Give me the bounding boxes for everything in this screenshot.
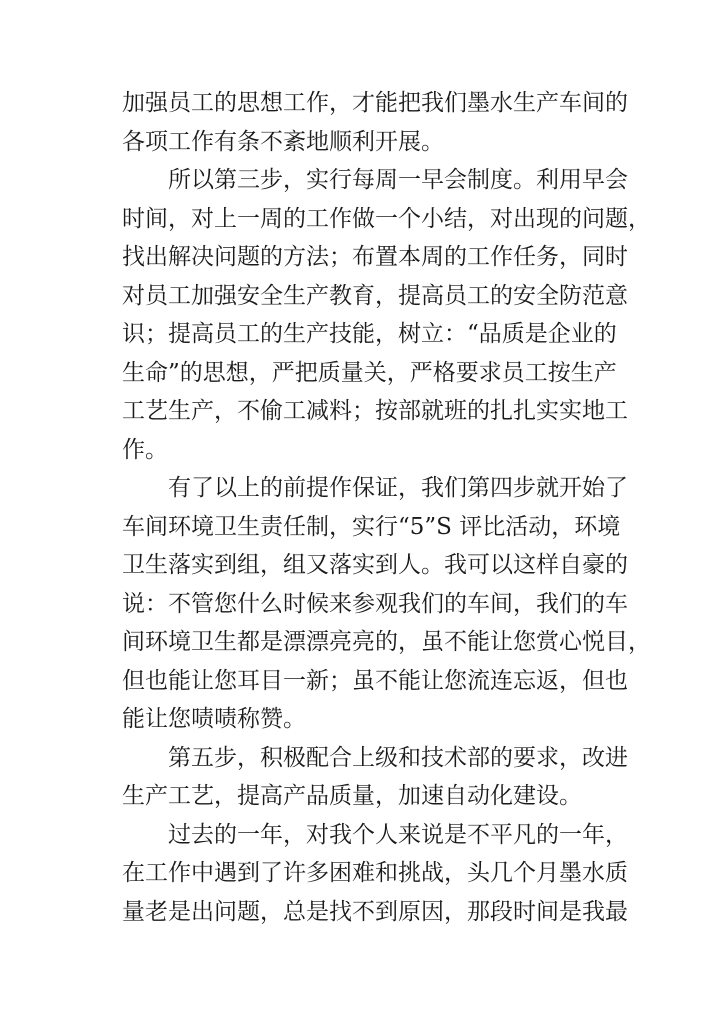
text-line: 时间，对上一周的工作做一个小结，对出现的问题， [122, 205, 651, 232]
paragraph [122, 469, 651, 739]
text-line: 能让您啧啧称赞。 [122, 706, 306, 732]
text-line: 对员工加强安全生产教育，提高员工的安全防范意 [122, 282, 628, 309]
text-line: 生命”的思想，严把质量关，严格要求员工按生产 [122, 359, 617, 386]
text-line: 量老是出问题，总是找不到原因，那段时间是我最 [122, 898, 628, 925]
text-line: 车间环境卫生责任制，实行“5”S 评比活动，环境 [122, 513, 621, 540]
text-line: 说：不管您什么时候来参观我们的车间，我们的车 [122, 590, 628, 617]
text-line: 所以第三步，实行每周一早会制度。利用早会 [168, 167, 628, 193]
text-line: 生产工艺，提高产品质量，加速自动化建设。 [122, 783, 582, 809]
text-line: 第五步，积极配合上级和技术部的要求，改进 [168, 744, 628, 771]
paragraph [122, 161, 651, 469]
paragraph [122, 84, 628, 161]
text-line: 识；提高员工的生产技能，树立：“品质是企业的 [122, 321, 617, 347]
text-line: 在工作中遇到了许多困难和挑战，头几个月墨水质 [122, 860, 628, 886]
paragraph [122, 739, 628, 816]
document-body [122, 84, 651, 931]
text-line: 各项工作有条不紊地顺利开展。 [122, 128, 444, 155]
text-line: 过去的一年，对我个人来说是不平凡的一年， [168, 821, 628, 848]
text-line: 间环境卫生都是漂漂亮亮的，虽不能让您赏心悦目， [122, 629, 651, 655]
text-line: 但也能让您耳目一新；虽不能让您流连忘返，但也 [122, 667, 628, 694]
paragraph [122, 816, 628, 932]
text-line: 作。 [122, 436, 168, 463]
text-line: 工艺生产，不偷工减料；按部就班的扎扎实实地工 [122, 398, 628, 424]
text-line: 找出解决问题的方法；布置本周的工作任务，同时 [122, 244, 628, 270]
text-line: 加强员工的思想工作，才能把我们墨水生产车间的 [122, 90, 628, 116]
text-line: 卫生落实到组，组又落实到人。我可以这样自豪的 [122, 552, 628, 578]
text-line: 有了以上的前提作保证，我们第四步就开始了 [168, 475, 628, 501]
